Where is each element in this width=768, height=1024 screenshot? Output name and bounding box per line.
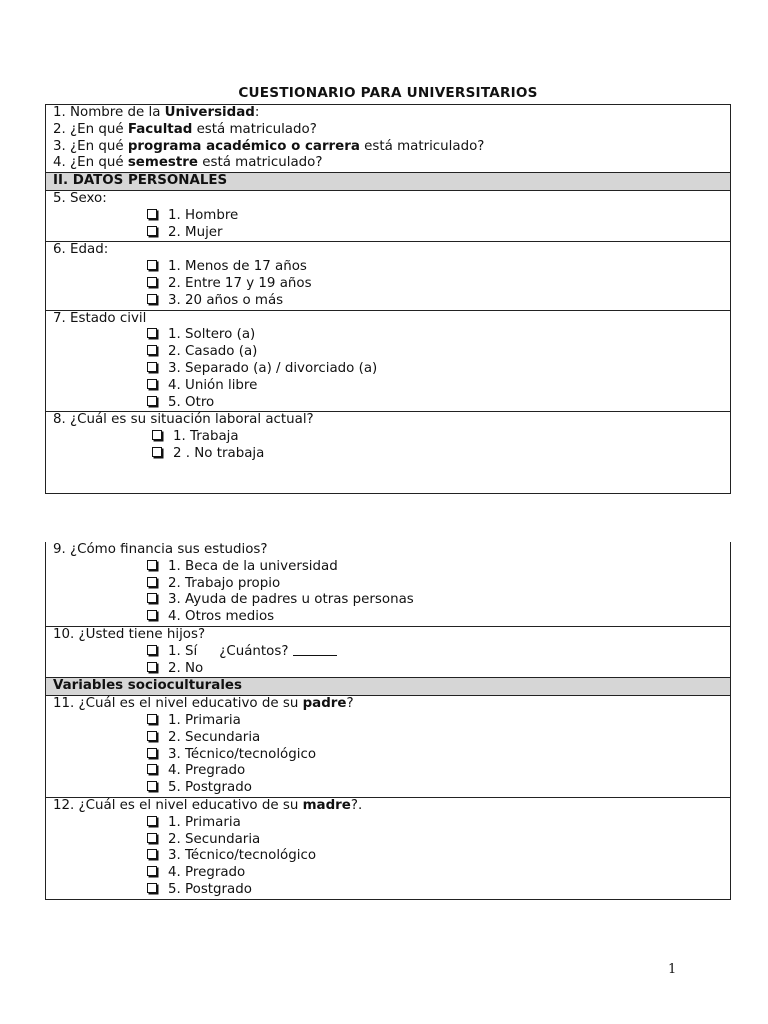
checkbox-icon[interactable] (147, 833, 157, 843)
institution-questions (46, 105, 730, 172)
option-item[interactable]: 3. Técnico/tecnológico (53, 848, 730, 865)
checkbox-icon[interactable] (147, 748, 157, 758)
checkbox-icon[interactable] (147, 294, 157, 304)
question-7-block (46, 310, 730, 412)
checkbox-icon[interactable] (147, 362, 157, 372)
option-item[interactable]: 1. Beca de la universidad (53, 559, 730, 576)
option-item[interactable]: 2. No (53, 661, 730, 678)
children-count-label: ¿Cuántos? (219, 643, 289, 659)
question-5: 5. Sexo: (53, 190, 107, 206)
option-item[interactable]: 4. Pregrado (53, 763, 730, 780)
question-6: 6. Edad: (53, 242, 109, 258)
checkbox-icon[interactable] (147, 662, 157, 672)
option-item[interactable]: 4. Unión libre (53, 378, 730, 395)
option-item[interactable]: 1. Hombre (53, 208, 730, 225)
option-item[interactable]: 1. Menos de 17 años (53, 259, 730, 276)
question-9-block (46, 542, 730, 626)
checkbox-icon[interactable] (147, 560, 157, 570)
checkbox-icon[interactable] (147, 593, 157, 603)
checkbox-icon[interactable] (147, 645, 157, 655)
question-3: 3. ¿En qué programa académico o carrera está matriculado? (53, 138, 485, 154)
question-12: 12. ¿Cuál es el nivel educativo de su madre?. (53, 797, 363, 813)
checkbox-icon[interactable] (147, 260, 157, 270)
option-item[interactable]: 2. Trabajo propio (53, 576, 730, 593)
checkbox-icon[interactable] (147, 209, 157, 219)
option-item[interactable]: 1. Trabaja (53, 429, 730, 446)
question-11: 11. ¿Cuál es el nivel educativo de su padre? (53, 696, 354, 712)
option-item[interactable]: 4. Otros medios (53, 609, 730, 626)
checkbox-icon[interactable] (147, 731, 157, 741)
checkbox-icon[interactable] (147, 781, 157, 791)
checkbox-icon[interactable] (147, 764, 157, 774)
question-9: 9. ¿Cómo financia sus estudios? (53, 542, 268, 557)
option-item[interactable]: 4. Pregrado (53, 865, 730, 882)
checkbox-icon[interactable] (147, 277, 157, 287)
checkbox-icon[interactable] (147, 714, 157, 724)
option-item[interactable]: 2 . No trabaja (53, 446, 730, 463)
question-7: 7. Estado civil (53, 310, 147, 326)
checkbox-icon[interactable] (147, 226, 157, 236)
question-8-block (46, 411, 730, 493)
question-12-block (46, 797, 730, 899)
option-item[interactable]: 1. Primaria (53, 713, 730, 730)
option-item[interactable]: 3. Técnico/tecnológico (53, 747, 730, 764)
question-8: 8. ¿Cuál es su situación laboral actual? (53, 412, 314, 428)
question-2: 2. ¿En qué Facultad está matriculado? (53, 121, 317, 137)
question-6-block (46, 241, 730, 309)
option-item[interactable]: 5. Otro (53, 395, 730, 412)
questionnaire-table-2 (45, 542, 731, 900)
option-item[interactable]: 2. Secundaria (53, 730, 730, 747)
checkbox-icon[interactable] (152, 447, 162, 457)
option-item[interactable]: 2. Entre 17 y 19 años (53, 276, 730, 293)
checkbox-icon[interactable] (147, 379, 157, 389)
question-11-block (46, 695, 730, 797)
question-10: 10. ¿Usted tiene hijos? (53, 626, 206, 642)
option-item[interactable]: 3. Ayuda de padres u otras personas (53, 592, 730, 609)
option-item[interactable]: 3. 20 años o más (53, 293, 730, 310)
checkbox-icon[interactable] (147, 396, 157, 406)
checkbox-icon[interactable] (147, 866, 157, 876)
checkbox-icon[interactable] (147, 816, 157, 826)
question-10-block (46, 626, 730, 677)
question-4: 4. ¿En qué semestre está matriculado? (53, 155, 323, 171)
checkbox-icon[interactable] (147, 328, 157, 338)
page-number: 1 (668, 962, 677, 977)
checkbox-icon[interactable] (147, 849, 157, 859)
question-1: 1. Nombre de la Universidad: (53, 105, 260, 120)
option-item[interactable]: 2. Casado (a) (53, 344, 730, 361)
option-item[interactable]: 5. Postgrado (53, 780, 730, 797)
checkbox-icon[interactable] (147, 345, 157, 355)
section-header-datos-personales: II. DATOS PERSONALES (46, 172, 730, 190)
option-item[interactable]: 3. Separado (a) / divorciado (a) (53, 361, 730, 378)
option-item[interactable]: 1. Sí ¿Cuántos? (53, 644, 730, 661)
questionnaire-table-1 (45, 104, 731, 494)
option-item[interactable]: 5. Postgrado (53, 882, 730, 899)
children-count-field[interactable] (293, 644, 337, 656)
option-item[interactable]: 1. Primaria (53, 815, 730, 832)
option-item[interactable]: 1. Soltero (a) (53, 327, 730, 344)
option-item[interactable]: 2. Mujer (53, 225, 730, 242)
option-item[interactable]: 2. Secundaria (53, 832, 730, 849)
checkbox-icon[interactable] (147, 577, 157, 587)
checkbox-icon[interactable] (147, 883, 157, 893)
checkbox-icon[interactable] (147, 610, 157, 620)
checkbox-icon[interactable] (152, 430, 162, 440)
question-5-block (46, 190, 730, 241)
document-title: CUESTIONARIO PARA UNIVERSITARIOS (238, 85, 538, 101)
section-header-variables-socioculturales: Variables socioculturales (46, 677, 730, 695)
